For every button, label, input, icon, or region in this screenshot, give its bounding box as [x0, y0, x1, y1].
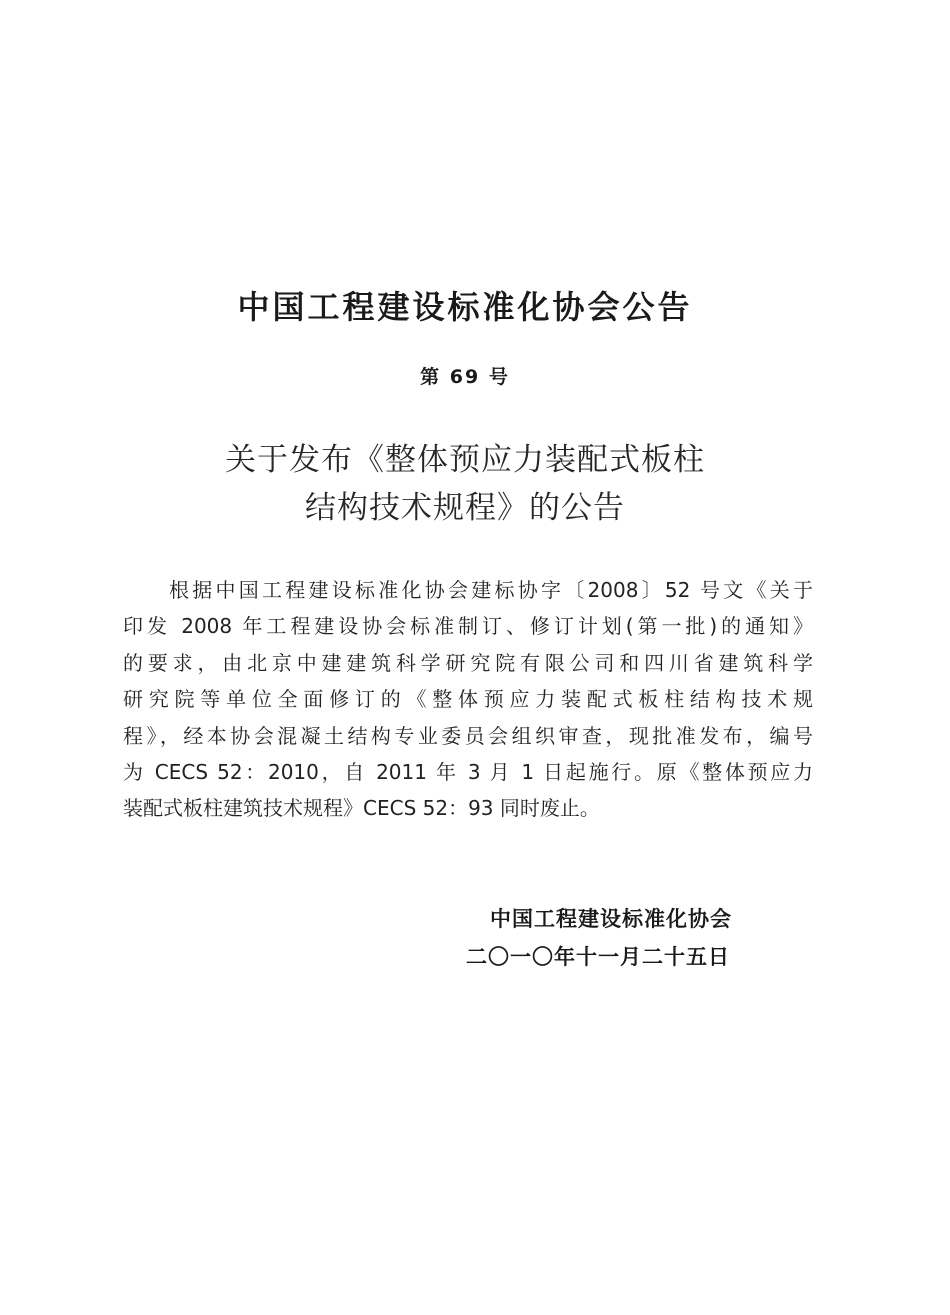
body-line-1: 根据中国工程建设标准化协会建标协字〔2008〕52 号文《关于: [169, 578, 813, 602]
signature-org: 中国工程建设标准化协会: [490, 907, 732, 931]
announcement-number: 第 69 号: [420, 366, 510, 388]
body-line-5: 程》，经本协会混凝土结构专业委员会组织审查，现批准发布，编号: [123, 723, 813, 748]
signature-block: [466, 900, 732, 976]
body-line-2: 印发 2008 年工程建设协会标准制订、修订计划(第一批)的通知》: [123, 614, 813, 639]
body-line-4: 研究院等单位全面修订的《整体预应力装配式板柱结构技术规: [123, 687, 813, 712]
announcement-body: [123, 572, 813, 827]
notice-title-line-2: 结构技术规程》的公告: [305, 490, 625, 526]
body-line-7: 装配式板柱建筑技术规程》CECS 52：93 同时废止。: [123, 796, 600, 821]
body-line-6: 为 CECS 52：2010，自 2011 年 3 月 1 日起施行。原《整体预应力: [123, 760, 813, 785]
signature-date: 二〇一〇年十一月二十五日: [466, 945, 730, 969]
body-line-3: 的要求，由北京中建建筑科学研究院有限公司和四川省建筑科学: [123, 650, 813, 675]
notice-title-line-1: 关于发布《整体预应力装配式板柱: [225, 442, 705, 478]
org-announcement-title: 中国工程建设标准化协会公告: [237, 288, 693, 326]
